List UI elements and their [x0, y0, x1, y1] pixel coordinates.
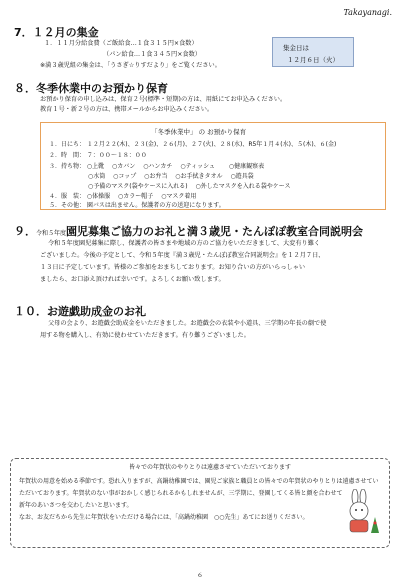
notice-line-3: 新年のあいさつを交わしたいと思います。 [19, 502, 133, 509]
notice-line-2: ただいております。年賀状のない事がおかしく感じられるかもしれませんが、三学期に、登園してくる皆と顔を合わせて [19, 490, 343, 497]
winter-care-heading: 「冬季休業中」 の お預かり保育 [151, 128, 247, 136]
new-year-card-notice [10, 458, 390, 548]
winter-clothing: ４．服 装： ○体操服 ○カラー帽子 ○マスク着用 [49, 193, 197, 200]
section-9-title [14, 223, 363, 239]
s7-line-1: １．１１月分給食費（ご飯給食…１食３１５円×食数） [44, 40, 198, 47]
s8-line-1: お預かり保育の申し込みは、保育２号(標準・短期)の方は、用紙にてお申込みください。 [40, 96, 287, 103]
notice-line-4: なお、お友だちから先生に年賀状をいただける場合には、「高鍋幼稚園 ○○先生」あてにお送りください。 [19, 514, 309, 521]
winter-hours: ２．時 間： ７：００～１８：００ [49, 152, 147, 159]
s9-heading: 園児募集ご協力のお礼と満３歳児・たんぽぽ教室合同説明会 [66, 225, 364, 238]
s9-line-1: 令和５年度園児募集に際し、保護者の皆さまや地域の方のご協力をいただきまして、大変有り難く [48, 240, 321, 247]
section-7-title: 7．１２月の集金 [14, 26, 99, 39]
s9-line-2: ございました。今後の予定として、令和５年度『満３歳児・たんぽぽ教室合同説明会』を１２月７日、 [40, 252, 325, 259]
logo: Takayanagi. [343, 8, 392, 17]
winter-items-3: ○予備のマスク(袋やケースに入れる) ○外したマスクを入れる袋やケース [88, 183, 291, 190]
winter-items-1: ３．持ち物： ○上靴 ○カバン ○ハンカチ ○ティッシュ ○健康観察表 [49, 163, 265, 170]
winter-dates: １．日にち： １２月２２(木)、２３(金)、２６(月)、２７(火)、２８(水)、R5年１月４(水)、５(木)、６(金) [49, 141, 337, 148]
collection-date-label: 集金日は [283, 44, 309, 52]
winter-other: ５．その他： 園バスは出ません。保護者の方の送迎になります。 [49, 202, 225, 209]
section-8-title: ８．冬季休業中のお預かり保育 [14, 82, 168, 95]
s7-line-2: （パン給食…１食３４５円×食数） [103, 51, 201, 58]
s10-line-1: 父母の会より、お遊戯会助成金をいただきました。お遊戯会の衣装や小道具、三学期の年長の劇で使 [48, 320, 327, 327]
s9-year: 令和５年度 [36, 230, 67, 237]
winter-items-2: ○水筒 ○コップ ○お弁当 ○お手拭きタオル ○遊具袋 [88, 173, 254, 180]
notice-title: 皆々での年賀状のやりとりは遠慮させていただいております [129, 464, 292, 471]
s9-line-3: １３日に予定しています。皆様のご参加をおまちしております。お知り合いの方がいらっしゃい [40, 264, 306, 271]
collection-date-box [272, 37, 354, 67]
collection-date-value: １２月６日（火） [287, 56, 339, 64]
s8-line-2: 教育１号・新２号の方は、携帯メールからお申込みください。 [40, 106, 214, 113]
s9-prefix: ９． [14, 225, 36, 238]
rabbit-illustration [341, 489, 381, 535]
s10-line-2: 用する物を購入し、有効に使わせていただきます。有り難うございました。 [40, 332, 250, 339]
winter-care-box [40, 122, 386, 210]
page-number: ６ [197, 572, 204, 579]
s9-line-4: ましたら、お口添え頂ければ幸いです。よろしくお願い致します。 [40, 276, 225, 283]
notice-line-1: 年賀状の用意を始める季節です。恐れ入りますが、高鍋幼稚園では、園児ご家族と職員との皆々での年賀状のやりとりは遠慮させてい [19, 478, 379, 485]
s7-line-3: ※満３歳児組の集金は、「うさぎ☆りすだより」をご覧ください。 [40, 62, 221, 69]
section-10-title: １０．お遊戯助成金のお礼 [14, 305, 146, 318]
